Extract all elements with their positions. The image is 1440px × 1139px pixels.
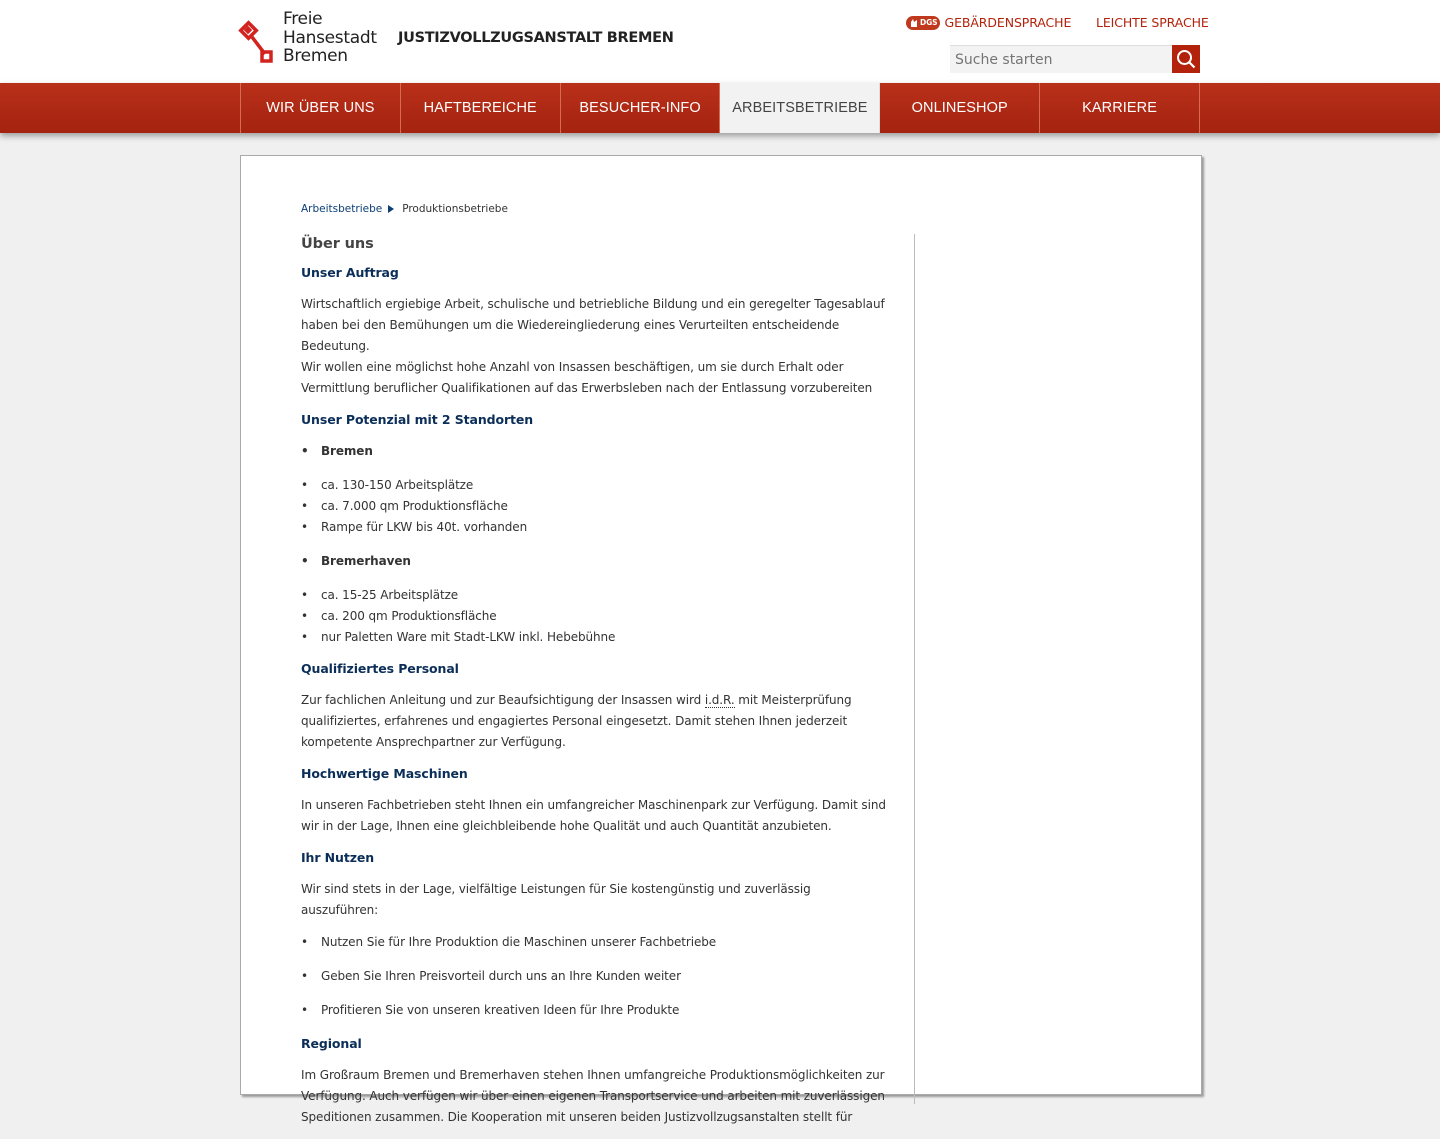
section-heading: Regional: [301, 1036, 362, 1051]
paragraph: In unseren Fachbetrieben steht Ihnen ein umfangreicher Maschinenpark zur Verfügung. Damit sind wir in der Lage, Ihnen eine gleichbleibende hohe Qualität und auch Quantität anzubieten.: [301, 798, 886, 833]
paragraph-text: Wirtschaftlich ergiebige Arbeit, schulische und betriebliche Bildung und ein geregelter Tagesablauf haben bei den Bemühungen um die Wiedereingliederung eines Verurteilten entscheidende Bedeutung.: [301, 297, 885, 353]
breadcrumb-current: Produktionsbetriebe: [402, 203, 508, 215]
paragraph: Wir sind stets in der Lage, vielfältige Leistungen für Sie kostengünstig und zuverlässig auszuführen:: [301, 882, 811, 917]
site-title[interactable]: JUSTIZVOLLZUGSANSTALT BREMEN: [398, 30, 674, 46]
list-item: • ca. 15-25 Arbeitsplätze: [301, 585, 886, 606]
list-item: • ca. 200 qm Produktionsfläche: [301, 606, 886, 627]
logo-line: Hansestadt: [283, 27, 377, 48]
paragraph-text: Zur fachlichen Anleitung und zur Beaufsichtigung der Insassen wird: [301, 693, 705, 707]
nav-item-wir-ueber-uns[interactable]: WIR ÜBER UNS: [241, 83, 401, 133]
breadcrumb-arrow-icon: [388, 205, 394, 213]
sign-language-link[interactable]: [906, 15, 1071, 30]
section-heading: Hochwertige Maschinen: [301, 766, 468, 781]
easy-language-link[interactable]: LEICHTE SPRACHE: [1096, 15, 1209, 30]
sign-language-label: GEBÄRDENSPRACHE: [944, 15, 1072, 30]
paragraph-text: Wir wollen eine möglichst hohe Anzahl von Insassen beschäftigen, um sie durch Erhalt oder Vermittlung beruflicher Qualifikationen auf das Erwerbsleben nach der Entlassung vorzubereiten: [301, 360, 873, 395]
sign-language-icon: [906, 16, 940, 30]
list-item: • nur Paletten Ware mit Stadt-LKW inkl. Hebebühne: [301, 627, 886, 648]
search-icon: [1176, 49, 1196, 69]
search-button[interactable]: [1172, 45, 1200, 73]
search-input[interactable]: [950, 45, 1172, 73]
column-divider: [914, 234, 915, 1104]
logo-wordmark: [283, 10, 377, 66]
bremen-key-icon: [240, 20, 274, 66]
list-item: • Nutzen Sie für Ihre Produktion die Maschinen unserer Fachbetriebe: [301, 932, 886, 953]
paragraph: [301, 690, 886, 753]
nav-item-besucher-info[interactable]: BESUCHER-INFO: [561, 83, 721, 133]
paragraph-text: mit Meisterprüfung qualifiziertes, erfahrenes und engagiertes Personal eingesetzt. Damit stehen Ihnen jederzeit kompetente Ansprechpartner zur Verfügung.: [301, 693, 852, 749]
site-header: [0, 0, 1440, 83]
main-content-panel: [240, 155, 1202, 1124]
list-item: • ca. 7.000 qm Produktionsfläche: [301, 496, 886, 517]
list-item: • Bremen: [301, 441, 886, 462]
main-navigation-items: [240, 83, 1200, 133]
search-form: [950, 45, 1200, 73]
nav-item-onlineshop[interactable]: ONLINESHOP: [880, 83, 1040, 133]
abbreviation[interactable]: i.d.R.: [704, 693, 735, 707]
nav-item-arbeitsbetriebe[interactable]: ARBEITSBETRIEBE: [720, 83, 880, 133]
list-item: • Rampe für LKW bis 40t. vorhanden: [301, 517, 886, 538]
location-list: [301, 441, 886, 648]
page-title: Über uns: [301, 236, 374, 252]
nav-item-haftbereiche[interactable]: HAFTBEREICHE: [401, 83, 561, 133]
benefit-list: [301, 932, 886, 1021]
section-heading: Qualifiziertes Personal: [301, 661, 459, 676]
logo-line: Bremen: [283, 46, 348, 66]
section-heading: Ihr Nutzen: [301, 850, 375, 865]
list-item: • ca. 130-150 Arbeitsplätze: [301, 475, 886, 496]
list-item: • Geben Sie Ihren Preisvorteil durch uns an Ihre Kunden weiter: [301, 966, 886, 987]
paragraph: Im Großraum Bremen und Bremerhaven stehen Ihnen umfangreiche Produktionsmöglichkeiten zur Verfügung. Auch verfügen wir über einen eigenen Transportservice und arbeiten mit zuverlässigen Speditionen zusammen. Die Kooperation mit unseren beiden Justizvollzugsanstalten stellt für: [301, 1068, 885, 1124]
dgs-badge-label: DGS: [920, 18, 938, 27]
section-heading: Unser Potenzial mit 2 Standorten: [301, 412, 534, 427]
nav-item-karriere[interactable]: KARRIERE: [1040, 83, 1200, 133]
section-heading: Unser Auftrag: [301, 265, 399, 280]
breadcrumb: [301, 203, 508, 215]
paragraph: [301, 294, 886, 399]
list-item: • Bremerhaven: [301, 551, 886, 572]
article: [301, 234, 886, 1139]
breadcrumb-link-arbeitsbetriebe[interactable]: Arbeitsbetriebe: [301, 203, 383, 215]
bremen-logo[interactable]: [240, 10, 385, 68]
main-navigation: [0, 83, 1440, 133]
logo-line: Freie: [283, 9, 323, 29]
list-item: • Profitieren Sie von unseren kreativen Ideen für Ihre Produkte: [301, 1000, 886, 1021]
